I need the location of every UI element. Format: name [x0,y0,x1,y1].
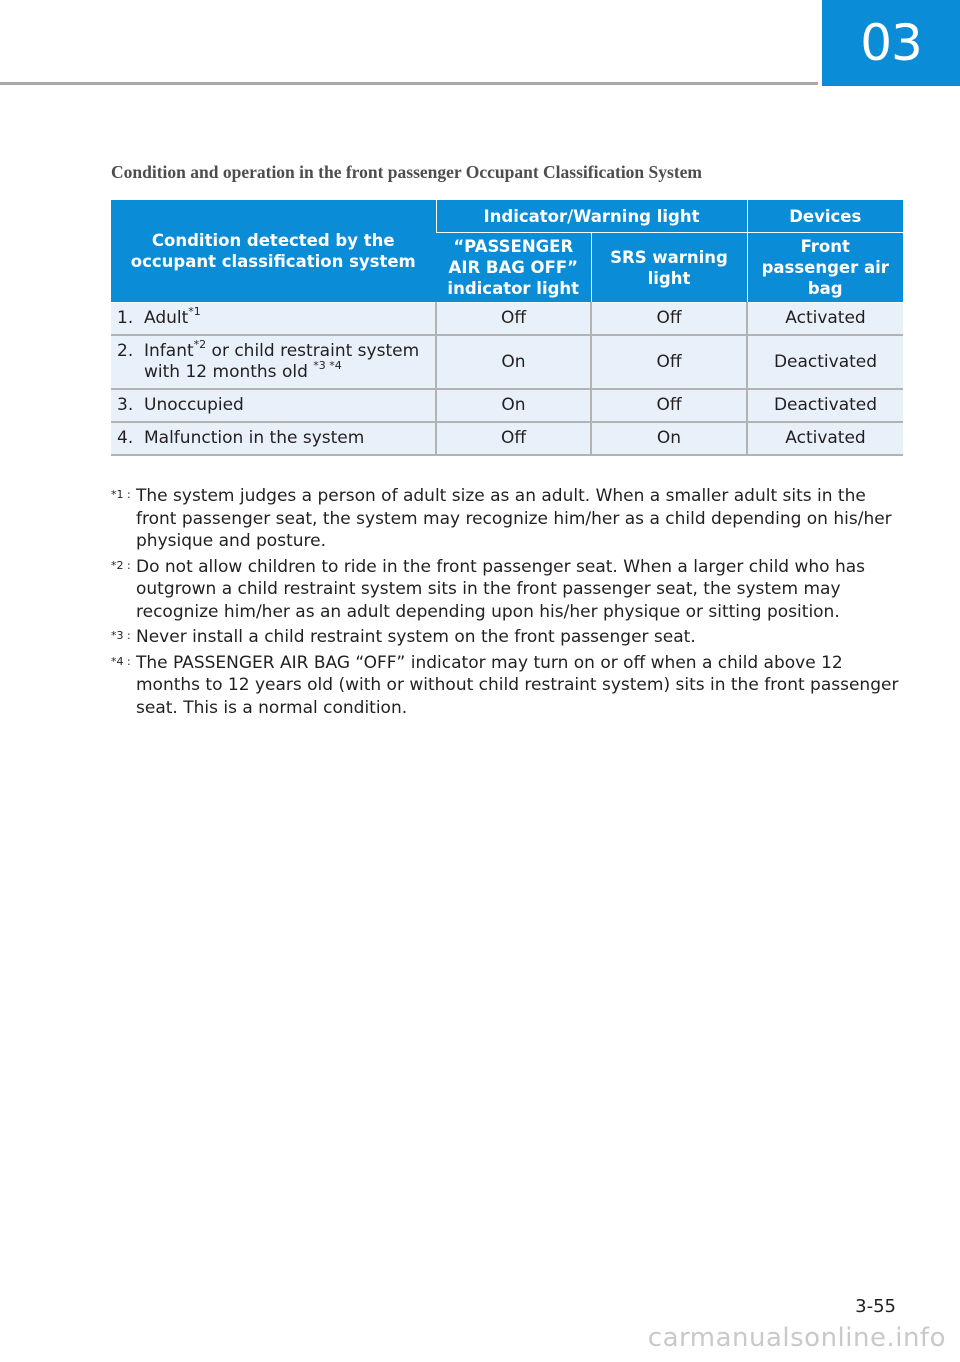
table-row [111,389,903,422]
header-passenger-airbag-off: “PASSENGER AIR BAG OFF” indicator light [436,233,591,303]
row-number: 2. [117,341,134,361]
srs-cell: Off [591,335,747,389]
condition-cell [111,389,436,422]
footnote-ref: *1 [188,305,201,319]
airbag-cell: Deactivated [747,335,903,389]
srs-cell: On [591,422,747,455]
footnote-ref: *3 *4 [313,359,342,373]
footnote-mark: *4 : [111,654,131,668]
footnote-mark: *1 : [111,488,131,501]
airbag-cell: Activated [747,422,903,455]
header-indicator-group: Indicator/Warning light [436,200,747,233]
indicator-cell: On [436,389,591,422]
header-rule [0,82,818,85]
footnote-text: The PASSENGER AIR BAG “OFF” indicator may turn on or off when a child above 12 months to 12 years old (with or without child restraint system) sits in the front passenger seat. This is a normal condition. [136,652,899,718]
srs-cell: Off [591,303,747,336]
occupant-classification-table [111,200,903,456]
table-row [111,303,903,336]
condition-label: Adult [144,308,189,328]
watermark: carmanualsonline.info [647,1323,946,1353]
footnote-text: Do not allow children to ride in the front passenger seat. When a larger child who has outgrown a child restraint system sits in the front passenger seat, the system may recognize him/her as an adult depending upon his/her physique or sitting position. [136,556,866,622]
footnote-text: Never install a child restraint system on the front passenger seat. [136,627,696,647]
footnote [111,652,911,720]
indicator-cell: Off [436,422,591,455]
condition-label: Unoccupied [144,395,244,415]
footnote-mark: *2 : [111,558,131,572]
condition-cell [111,422,436,455]
row-number: 4. [117,428,134,448]
condition-label: Malfunction in the system [144,428,365,448]
airbag-cell: Deactivated [747,389,903,422]
condition-cell [111,335,436,389]
header-srs-warning: SRS warning light [591,233,747,303]
footnote-text: The system judges a person of adult size as an adult. When a smaller adult sits in the front passenger seat, the system may recognize him/her as a child depending on his/her physique and posture. [136,486,892,551]
footnote [111,556,911,624]
srs-cell: Off [591,389,747,422]
condition-label: Infant [144,341,194,361]
condition-cell [111,303,436,336]
row-number: 1. [117,308,134,328]
table-row [111,335,903,389]
footnote [111,485,911,553]
chapter-tab: 03 [822,0,960,86]
condition-label-continued: or child restraint system with 12 months old [144,341,420,382]
footnote-mark: *3 : [111,629,131,642]
footnotes [111,485,911,722]
page-number: 3-55 [855,1296,896,1317]
indicator-cell: On [436,335,591,389]
section-title: Condition and operation in the front passenger Occupant Classification System [111,162,703,182]
footnote-ref: *2 [193,338,207,352]
airbag-cell: Activated [747,303,903,336]
header-devices-group: Devices [747,200,903,233]
footnote [111,626,911,649]
header-front-airbag: Front passenger air bag [747,233,903,303]
indicator-cell: Off [436,303,591,336]
row-number: 3. [117,395,134,415]
table-row [111,422,903,455]
header-condition: Condition detected by the occupant classification system [111,200,436,303]
